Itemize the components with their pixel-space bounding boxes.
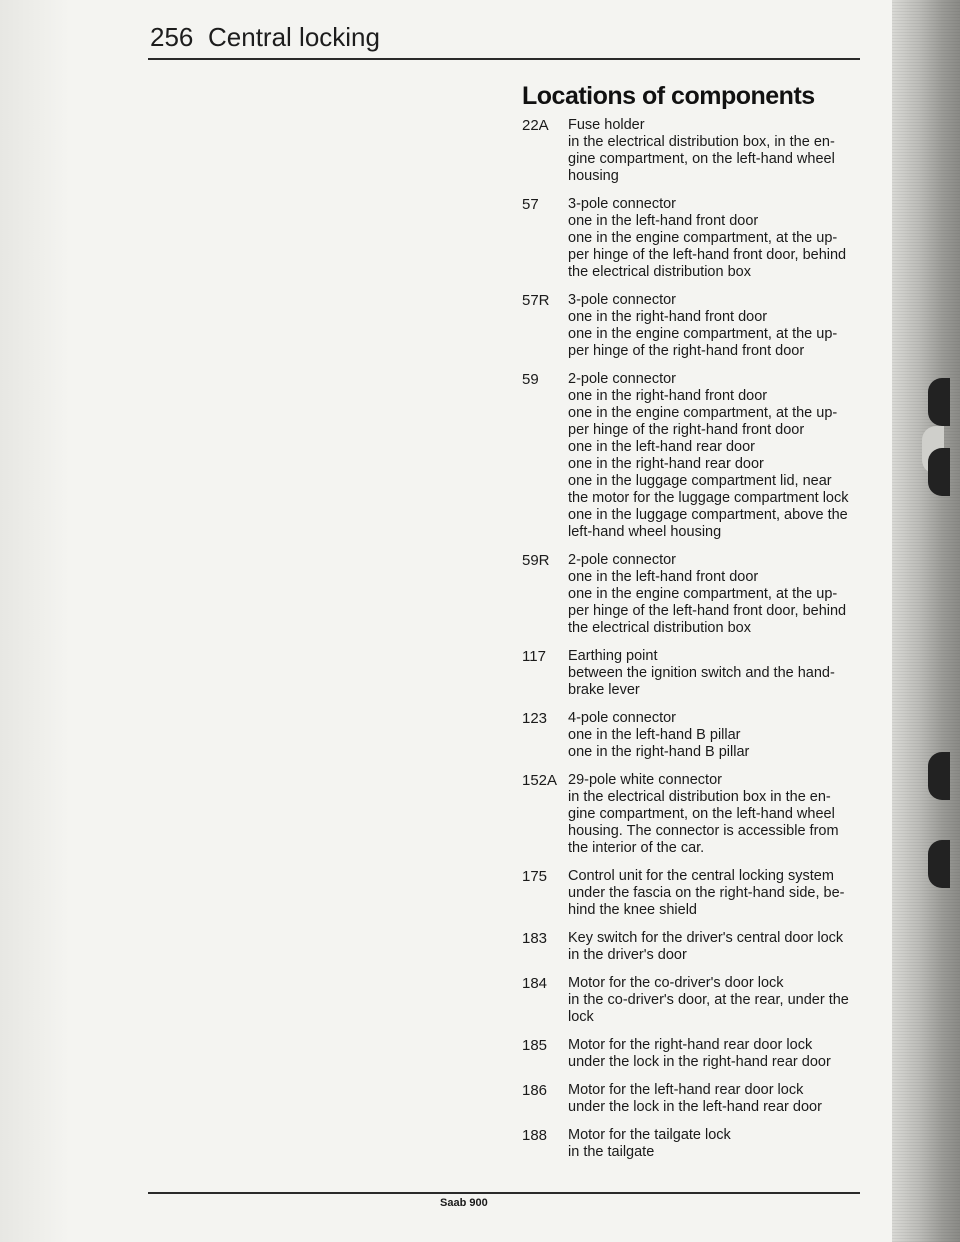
component-title: 4-pole connector xyxy=(568,710,677,726)
header-rule xyxy=(148,58,860,60)
component-location-line: one in the right-hand B pillar xyxy=(568,744,750,760)
component-code: 22A xyxy=(522,117,549,134)
component-location-line: under the lock in the left-hand rear door xyxy=(568,1099,822,1115)
component-location-line: one in the engine compartment, at the up- xyxy=(568,326,838,342)
component-code: 175 xyxy=(522,868,548,885)
component-location-line: gine compartment, on the left-hand wheel xyxy=(568,151,835,167)
component-location-line: one in the left-hand front door xyxy=(568,569,759,585)
component-code: 117 xyxy=(522,648,546,665)
component-location-line: the motor for the luggage compartment lock xyxy=(568,490,849,506)
thumb-tab-mark xyxy=(928,378,950,426)
block-heading: Locations of components xyxy=(522,82,815,110)
component-location-line: in the electrical distribution box, in the en- xyxy=(568,134,835,150)
component-location-line: in the co-driver's door, at the rear, under the xyxy=(568,992,849,1008)
footer-label: Saab 900 xyxy=(440,1197,488,1209)
component-code: 185 xyxy=(522,1037,548,1054)
component-location-line: under the fascia on the right-hand side, be- xyxy=(568,885,845,901)
component-location-line: in the driver's door xyxy=(568,947,687,963)
component-description xyxy=(568,648,868,699)
component-code: 184 xyxy=(522,975,548,992)
component-description xyxy=(568,930,868,964)
page-edge-strip xyxy=(892,0,960,1242)
component-description xyxy=(568,1037,868,1071)
component-location-line: one in the engine compartment, at the up- xyxy=(568,405,838,421)
component-title: Control unit for the central locking system xyxy=(568,868,834,884)
component-title: Motor for the tailgate lock xyxy=(568,1127,731,1143)
list-item xyxy=(522,975,868,1026)
component-location-line: one in the luggage compartment, above the xyxy=(568,507,848,523)
page-number: 256 xyxy=(150,22,194,52)
component-location-line: one in the luggage compartment lid, near xyxy=(568,473,832,489)
component-location-line: one in the right-hand front door xyxy=(568,388,768,404)
list-item xyxy=(522,772,868,857)
component-description xyxy=(568,196,868,281)
component-title: Motor for the co-driver's door lock xyxy=(568,975,784,991)
page-header xyxy=(150,18,860,58)
component-location-line: in the tailgate xyxy=(568,1144,655,1160)
list-item xyxy=(522,292,868,360)
component-location-line: lock xyxy=(568,1009,594,1025)
component-description xyxy=(568,710,868,761)
footer-rule xyxy=(148,1192,860,1194)
component-location-line: one in the right-hand front door xyxy=(568,309,768,325)
component-code: 59R xyxy=(522,552,550,569)
list-item xyxy=(522,1127,868,1161)
thumb-tab-mark xyxy=(928,840,950,888)
component-location-line: under the lock in the right-hand rear door xyxy=(568,1054,831,1070)
component-title: 2-pole connector xyxy=(568,371,677,387)
component-code: 123 xyxy=(522,710,548,727)
scan-left-margin xyxy=(0,0,70,1242)
component-title: Motor for the left-hand rear door lock xyxy=(568,1082,804,1098)
list-item xyxy=(522,117,868,185)
list-item xyxy=(522,371,868,541)
component-code: 186 xyxy=(522,1082,548,1099)
component-title: 3-pole connector xyxy=(568,292,677,308)
list-item xyxy=(522,930,868,964)
component-description xyxy=(568,1127,868,1161)
component-code: 152A xyxy=(522,772,558,789)
list-item xyxy=(522,1037,868,1071)
component-code: 59 xyxy=(522,371,539,388)
list-item xyxy=(522,710,868,761)
component-location-line: left-hand wheel housing xyxy=(568,524,722,540)
list-item xyxy=(522,868,868,919)
component-location-line: housing. The connector is accessible from xyxy=(568,823,839,839)
component-code: 57 xyxy=(522,196,539,213)
component-code: 183 xyxy=(522,930,548,947)
entries-list xyxy=(522,117,868,1161)
component-title: 3-pole connector xyxy=(568,196,677,212)
list-item xyxy=(522,1082,868,1116)
list-item xyxy=(522,648,868,699)
component-location-line: housing xyxy=(568,168,619,184)
component-location-line: in the electrical distribution box in the en- xyxy=(568,789,831,805)
component-location-line: one in the right-hand rear door xyxy=(568,456,764,472)
component-location-line: between the ignition switch and the hand- xyxy=(568,665,835,681)
component-code: 188 xyxy=(522,1127,548,1144)
component-location-line: one in the engine compartment, at the up- xyxy=(568,230,838,246)
component-code: 57R xyxy=(522,292,550,309)
component-location-line: per hinge of the left-hand front door, behind xyxy=(568,603,847,619)
list-item xyxy=(522,552,868,637)
component-location-line: the interior of the car. xyxy=(568,840,705,856)
component-location-line: one in the left-hand rear door xyxy=(568,439,756,455)
list-item xyxy=(522,196,868,281)
component-title: 29-pole white connector xyxy=(568,772,722,788)
component-title: Fuse holder xyxy=(568,117,645,133)
component-location-line: the electrical distribution box xyxy=(568,620,751,636)
component-description xyxy=(568,975,868,1026)
component-title: Motor for the right-hand rear door lock xyxy=(568,1037,813,1053)
thumb-tab-mark xyxy=(928,752,950,800)
component-description xyxy=(568,868,868,919)
component-location-line: one in the engine compartment, at the up- xyxy=(568,586,838,602)
component-location-line: one in the left-hand B pillar xyxy=(568,727,741,743)
component-location-line: gine compartment, on the left-hand wheel xyxy=(568,806,835,822)
component-location-line: per hinge of the right-hand front door xyxy=(568,343,805,359)
component-location-line: the electrical distribution box xyxy=(568,264,751,280)
component-description xyxy=(568,772,868,857)
thumb-tab-mark xyxy=(928,448,950,496)
component-location-line: per hinge of the left-hand front door, behind xyxy=(568,247,847,263)
component-location-line: one in the left-hand front door xyxy=(568,213,759,229)
component-title: Key switch for the driver's central door lock xyxy=(568,930,844,946)
component-title: Earthing point xyxy=(568,648,658,664)
component-description xyxy=(568,552,868,637)
component-description xyxy=(568,117,868,185)
component-location-line: per hinge of the right-hand front door xyxy=(568,422,805,438)
component-title: 2-pole connector xyxy=(568,552,677,568)
component-locations xyxy=(522,82,868,1172)
section-title: Central locking xyxy=(208,22,380,52)
component-description xyxy=(568,1082,868,1116)
component-description xyxy=(568,292,868,360)
component-location-line: hind the knee shield xyxy=(568,902,697,918)
component-description xyxy=(568,371,868,541)
component-location-line: brake lever xyxy=(568,682,640,698)
